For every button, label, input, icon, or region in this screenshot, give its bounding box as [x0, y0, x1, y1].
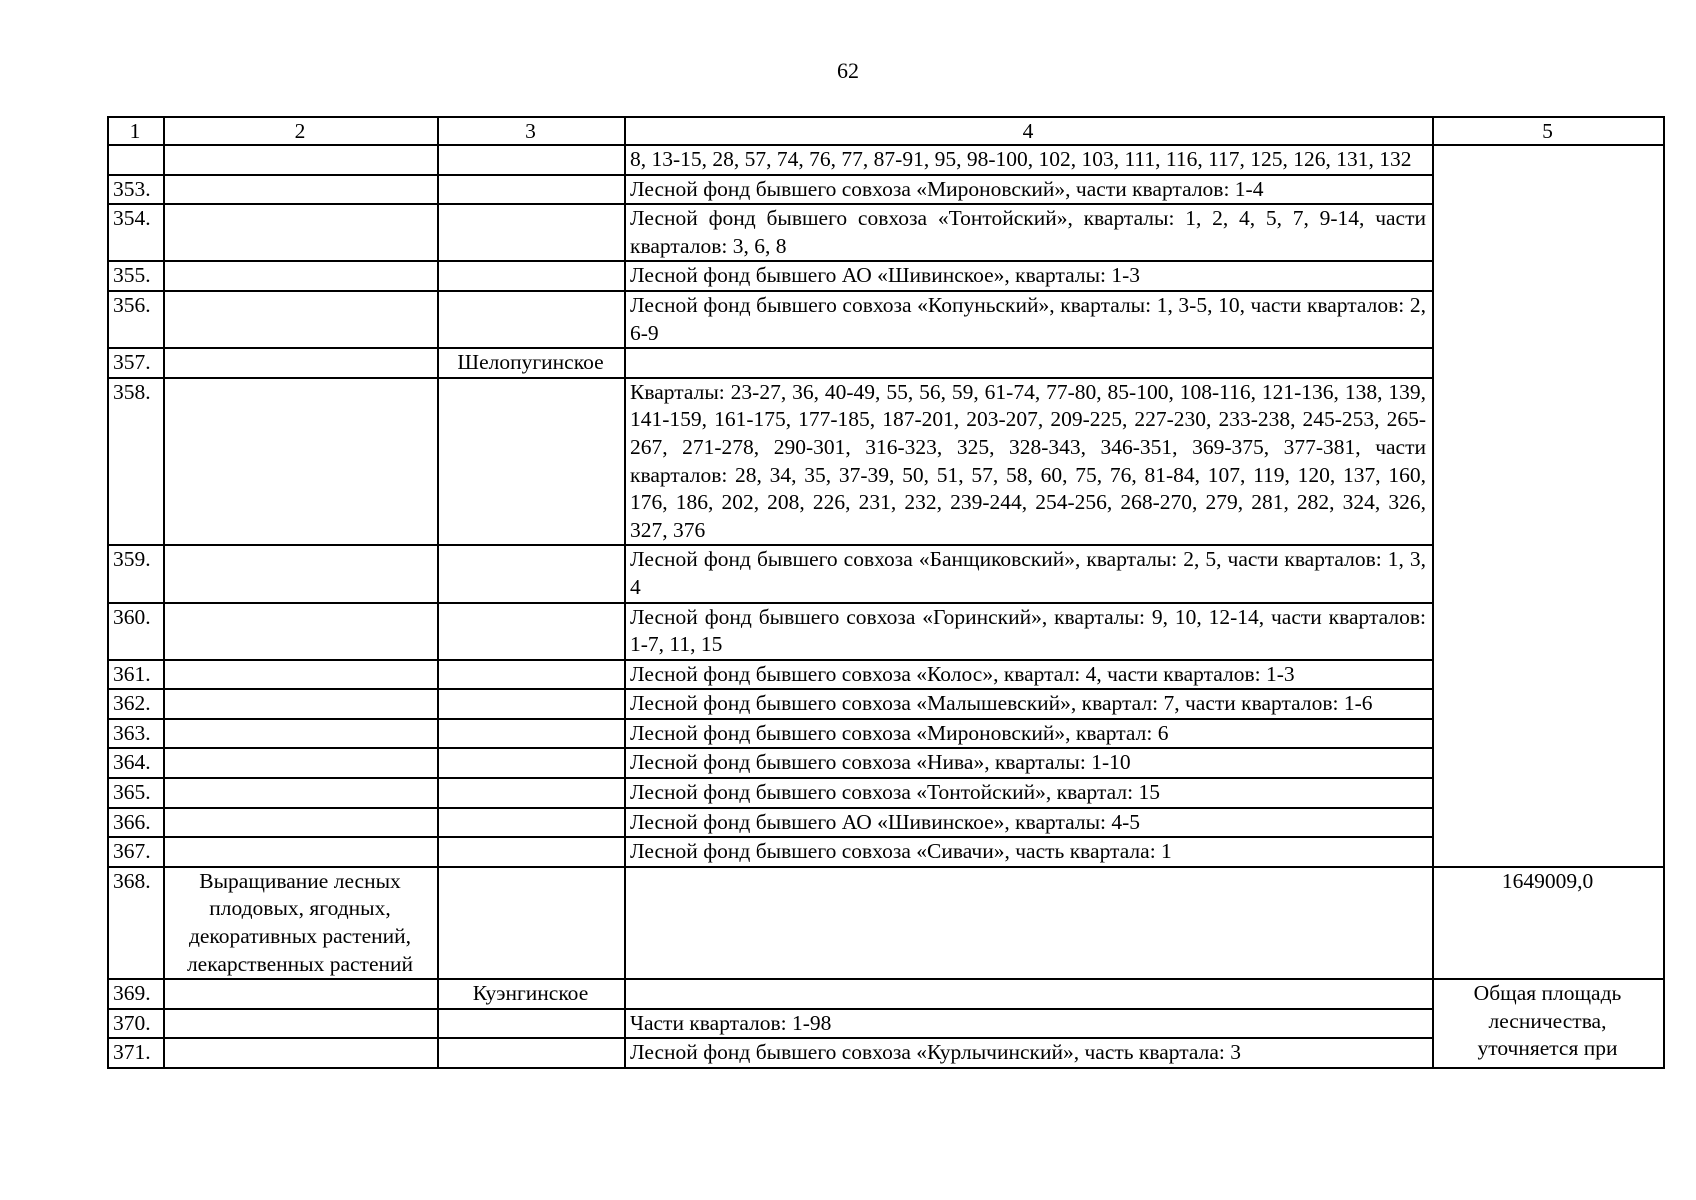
row-number: 360.	[108, 603, 164, 660]
area-value: 1649009,0	[1433, 867, 1664, 979]
row-description: Кварталы: 23-27, 36, 40-49, 55, 56, 59, 61-74, 77-80, 85-100, 108-116, 121-136, 138, 139, 141-159, 161-175, 177-185, 187-201, 203-207, 209-225, 227-230, 233-238, 245-253, 265-267, 271-278, 290-301, 316-323, 325, 328-343, 346-351, 369-375, 377-381, части кварталов: 28, 34, 35, 37-39, 50, 51, 57, 58, 60, 75, 76, 81-84, 107, 119, 120, 137, 160, 176, 186, 202, 208, 226, 231, 232, 239-244, 254-256, 268-270, 279, 281, 282, 324, 326, 327, 376	[625, 378, 1433, 546]
row-description: Лесной фонд бывшего совхоза «Тонтойский», кварталы: 1, 2, 4, 5, 7, 9-14, части кварталов: 3, 6, 8	[625, 204, 1433, 261]
row-number: 365.	[108, 778, 164, 808]
row-number: 359.	[108, 545, 164, 602]
row-description: Части кварталов: 1-98	[625, 1009, 1433, 1039]
row-number: 364.	[108, 748, 164, 778]
table-row	[108, 1009, 1664, 1039]
table-row	[108, 837, 1664, 867]
row-number: 369.	[108, 979, 164, 1009]
row-number: 361.	[108, 660, 164, 690]
row-number: 354.	[108, 204, 164, 261]
table-row	[108, 808, 1664, 838]
table-row	[108, 867, 1664, 979]
column-header-4: 4	[625, 117, 1433, 145]
row-description: Лесной фонд бывшего совхоза «Нива», кварталы: 1-10	[625, 748, 1433, 778]
area-note: Общая площадь лесничества, уточняется при	[1433, 979, 1664, 1068]
column-header-1: 1	[108, 117, 164, 145]
row-number: 355.	[108, 261, 164, 291]
row-description: Лесной фонд бывшего совхоза «Колос», квартал: 4, части кварталов: 1-3	[625, 660, 1433, 690]
column-header-3: 3	[438, 117, 625, 145]
continuation-cell: 8, 13-15, 28, 57, 74, 76, 77, 87-91, 95, 98-100, 102, 103, 111, 116, 117, 125, 126, 131, 132	[625, 145, 1433, 175]
table-row	[108, 145, 1664, 175]
table-row	[108, 348, 1664, 378]
row-number: 371.	[108, 1038, 164, 1068]
category-cell: Выращивание лесных плодовых, ягодных, декоративных растений, лекарственных растений	[164, 867, 438, 979]
forestry-table	[107, 116, 1665, 1069]
column-header-5: 5	[1433, 117, 1664, 145]
table-row	[108, 204, 1664, 261]
row-description: Лесной фонд бывшего совхоза «Сивачи», часть квартала: 1	[625, 837, 1433, 867]
table-row	[108, 689, 1664, 719]
row-description: Лесной фонд бывшего совхоза «Мироновский», части кварталов: 1-4	[625, 175, 1433, 205]
table-row	[108, 291, 1664, 348]
table-row	[108, 748, 1664, 778]
row-number: 356.	[108, 291, 164, 348]
row-number: 353.	[108, 175, 164, 205]
row-description: Лесной фонд бывшего совхоза «Курлычинский», часть квартала: 3	[625, 1038, 1433, 1068]
column-number-row	[108, 117, 1664, 145]
row-description: Лесной фонд бывшего АО «Шивинское», кварталы: 1-3	[625, 261, 1433, 291]
page-number: 62	[837, 58, 859, 83]
row-description: Лесной фонд бывшего совхоза «Мироновский», квартал: 6	[625, 719, 1433, 749]
row-number: 370.	[108, 1009, 164, 1039]
table-row	[108, 603, 1664, 660]
table-row	[108, 979, 1664, 1009]
row-description: Лесной фонд бывшего АО «Шивинское», кварталы: 4-5	[625, 808, 1433, 838]
column-header-2: 2	[164, 117, 438, 145]
row-number: 366.	[108, 808, 164, 838]
row-number: 367.	[108, 837, 164, 867]
row-description: Лесной фонд бывшего совхоза «Тонтойский», квартал: 15	[625, 778, 1433, 808]
table-row	[108, 545, 1664, 602]
table-row	[108, 719, 1664, 749]
row-number: 358.	[108, 378, 164, 546]
row-number: 363.	[108, 719, 164, 749]
table-row	[108, 660, 1664, 690]
row-description: Лесной фонд бывшего совхоза «Банщиковский», кварталы: 2, 5, части кварталов: 1, 3, 4	[625, 545, 1433, 602]
district-name: Куэнгинское	[438, 979, 625, 1009]
district-name: Шелопугинское	[438, 348, 625, 378]
table-row	[108, 175, 1664, 205]
row-description: Лесной фонд бывшего совхоза «Малышевский», квартал: 7, части кварталов: 1-6	[625, 689, 1433, 719]
row-description: Лесной фонд бывшего совхоза «Копуньский», кварталы: 1, 3-5, 10, части кварталов: 2, 6-9	[625, 291, 1433, 348]
table-row	[108, 1038, 1664, 1068]
table-row	[108, 261, 1664, 291]
row-number: 368.	[108, 867, 164, 979]
row-number: 357.	[108, 348, 164, 378]
table-row	[108, 778, 1664, 808]
table-row	[108, 378, 1664, 546]
area-cell-empty	[1433, 145, 1664, 867]
row-description: Лесной фонд бывшего совхоза «Горинский», кварталы: 9, 10, 12-14, части кварталов: 1-7, 11, 15	[625, 603, 1433, 660]
row-number: 362.	[108, 689, 164, 719]
